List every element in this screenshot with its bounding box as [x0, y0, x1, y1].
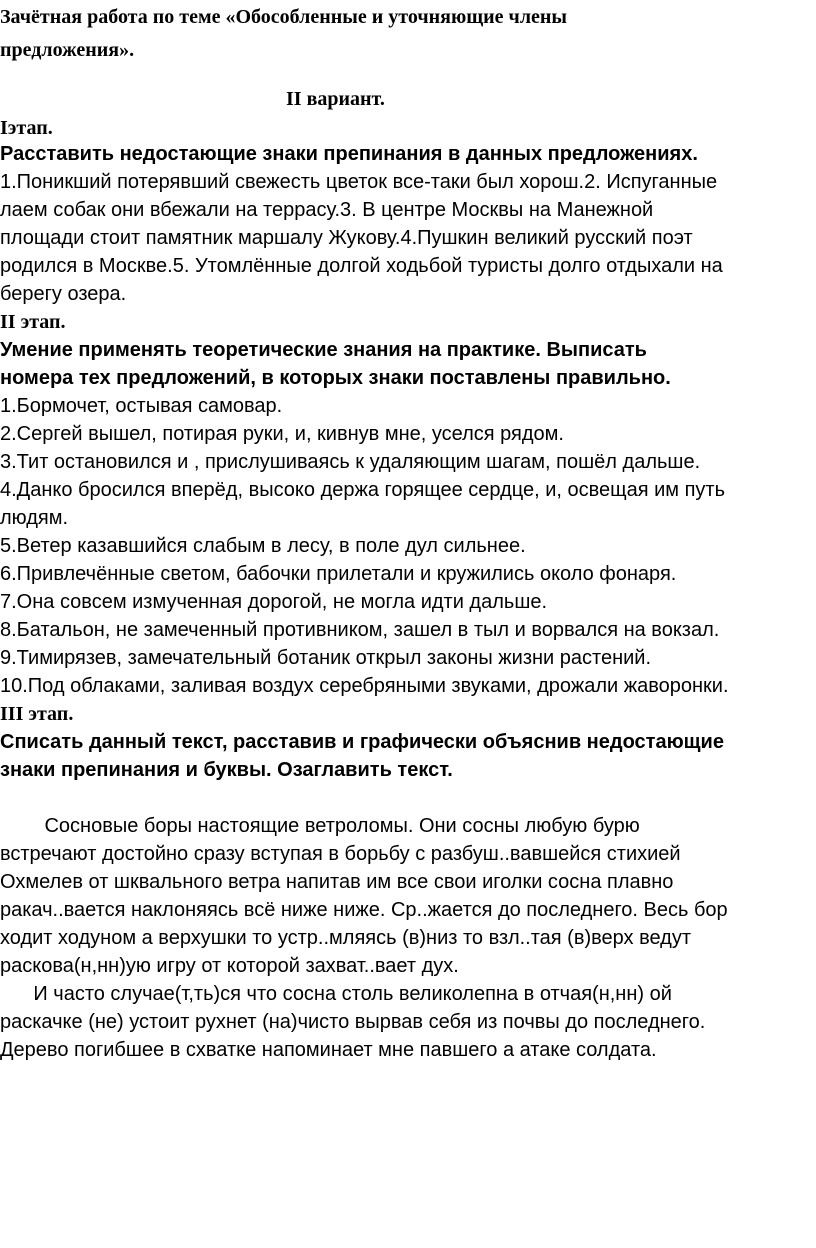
variant-label: II вариант.: [286, 88, 385, 110]
stage3-text-line: И часто случае(т,ть)ся что сосна столь великолепна в отчая(н,нн) ой: [0, 983, 672, 1005]
stage3-text-line: ходит ходуном а верхушки то устр..мляясь (в)низ то взл..тая (в)верх ведут: [0, 927, 692, 949]
stage3-text-line: раскова(н,нн)ую игру от которой захват..вает дух.: [0, 955, 459, 977]
stage2-sentence: 10.Под облаками, заливая воздух серебряными звуками, дрожали жаворонки.: [0, 675, 729, 697]
stage1-text-line: площади стоит памятник маршалу Жукову.4.Пушкин великий русский поэт: [0, 227, 693, 249]
stage2-sentence: 8.Батальон, не замеченный противником, зашел в тыл и ворвался на вокзал.: [0, 619, 720, 641]
stage1-task: Расставить недостающие знаки препинания в данных предложениях.: [0, 143, 698, 165]
document-title-line-1: Зачётная работа по теме «Обособленные и уточняющие члены: [0, 6, 568, 28]
stage2-sentence: 7.Она совсем измученная дорогой, не могла идти дальше.: [0, 591, 548, 613]
stage3-task-line-1: Списать данный текст, расставив и графически объяснив недостающие: [0, 731, 724, 753]
stage1-text-line: 1.Поникший потерявший свежесть цветок все-таки был хорош.2. Испуганные: [0, 171, 718, 193]
stage3-text-line: встречают достойно сразу вступая в борьбу с разбуш..вавшейся стихией: [0, 843, 681, 865]
stage2-sentence: 3.Тит остановился и , прислушиваясь к удаляющим шагам, пошёл дальше.: [0, 451, 701, 473]
stage2-task-line-1: Умение применять теоретические знания на практике. Выписать: [0, 339, 647, 361]
stage2-sentence: 9.Тимирязев, замечательный ботаник открыл законы жизни растений.: [0, 647, 652, 669]
stage3-heading: III этап.: [0, 703, 74, 725]
stage3-text-line: Сосновые боры настоящие ветроломы. Они сосны любую бурю: [0, 815, 640, 837]
stage1-text-line: родился в Москве.5. Утомлённые долгой ходьбой туристы долго отдыхали на: [0, 255, 723, 277]
stage3-text-line: раскачке (не) устоит рухнет (на)чисто вырвав себя из почвы до последнего.: [0, 1011, 706, 1033]
stage1-text-line: лаем собак они вбежали на террасу.3. В центре Москвы на Манежной: [0, 199, 654, 221]
stage3-text-line: Дерево погибшее в схватке напоминает мне павшего а атаке солдата.: [0, 1039, 657, 1061]
stage2-heading: II этап.: [0, 311, 66, 333]
stage2-sentence: людям.: [0, 507, 69, 529]
stage2-sentence: 2.Сергей вышел, потирая руки, и, кивнув мне, уселся рядом.: [0, 423, 564, 445]
stage2-sentence: 1.Бормочет, остывая самовар.: [0, 395, 283, 417]
stage2-sentence: 6.Привлечённые светом, бабочки прилетали и кружились около фонаря.: [0, 563, 677, 585]
document-title-line-2: предложения».: [0, 39, 135, 61]
stage2-sentence: 4.Данко бросился вперёд, высоко держа горящее сердце, и, освещая им путь: [0, 479, 726, 501]
stage3-text-line: ракач..вается наклоняясь всё ниже ниже. Ср..жается до последнего. Весь бор: [0, 899, 728, 921]
stage3-task-line-2: знаки препинания и буквы. Озаглавить текст.: [0, 759, 453, 781]
stage1-text-line: берегу озера.: [0, 283, 127, 305]
stage1-heading: Iэтап.: [0, 117, 53, 139]
stage2-sentence: 5.Ветер казавшийся слабым в лесу, в поле дул сильнее.: [0, 535, 526, 557]
stage3-text-line: Охмелев от шквального ветра напитав им все свои иголки сосна плавно: [0, 871, 674, 893]
stage2-task-line-2: номера тех предложений, в которых знаки поставлены правильно.: [0, 367, 671, 389]
